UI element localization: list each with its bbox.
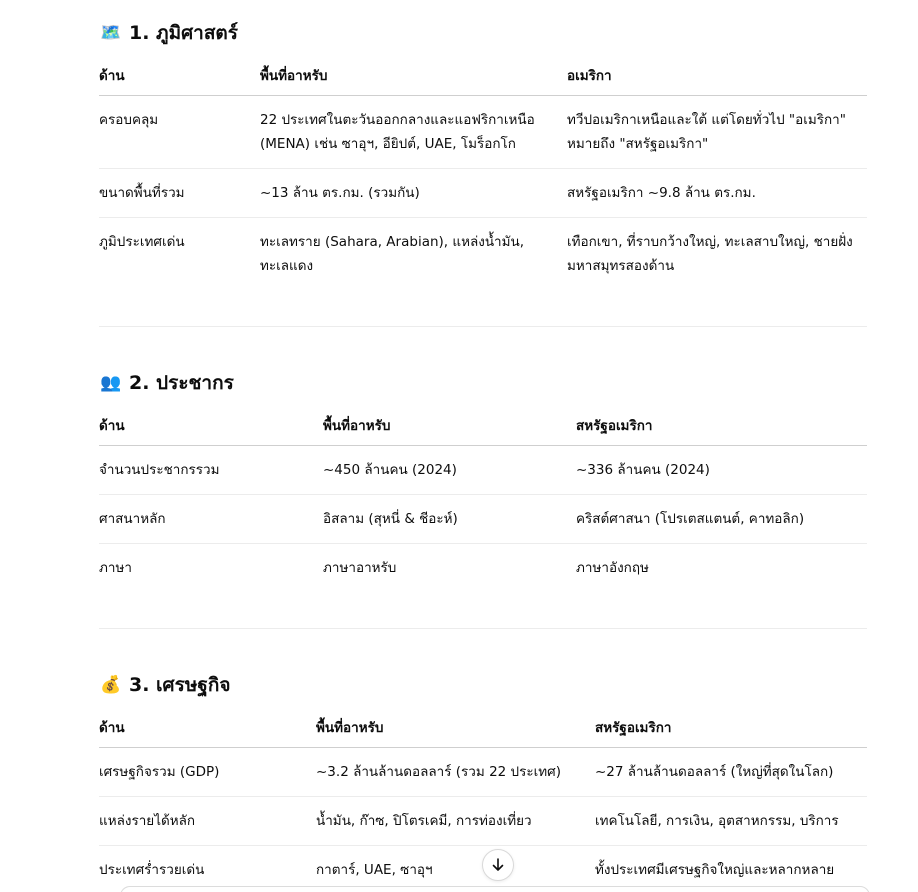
map-icon: 🗺️ bbox=[100, 23, 122, 43]
table-row bbox=[99, 495, 867, 544]
table-row bbox=[99, 797, 867, 846]
section-title-text: 1. ภูมิศาสตร์ bbox=[129, 22, 238, 44]
table-cell: จำนวนประชากรรวม bbox=[99, 446, 323, 495]
table-cell: ~27 ล้านล้านดอลลาร์ (ใหญ่ที่สุดในโลก) bbox=[595, 748, 867, 797]
section-geography bbox=[99, 18, 867, 290]
table-cell: เทือกเขา, ที่ราบกว้างใหญ่, ทะเลสาบใหญ่, ชายฝั่งมหาสมุทรสองด้าน bbox=[567, 234, 853, 274]
table-row bbox=[99, 446, 867, 495]
table-cell: ขนาดพื้นที่รวม bbox=[99, 169, 260, 218]
message-composer[interactable] bbox=[120, 886, 870, 892]
table-header: พื้นที่อาหรับ bbox=[323, 414, 576, 446]
table-cell: อิสลาม (สุหนี่ & ชีอะห์) bbox=[323, 495, 576, 544]
table-cell: เศรษฐกิจรวม (GDP) bbox=[99, 748, 316, 797]
table-header-row bbox=[99, 716, 867, 748]
section-title bbox=[99, 368, 867, 398]
section-title-text: 3. เศรษฐกิจ bbox=[129, 674, 231, 696]
comparison-table bbox=[99, 414, 867, 592]
table-row bbox=[99, 544, 867, 593]
table-cell: เทคโนโลยี, การเงิน, อุตสาหกรรม, บริการ bbox=[595, 797, 867, 846]
table-cell: ภาษาอังกฤษ bbox=[576, 560, 649, 576]
table-header-row bbox=[99, 64, 867, 96]
table-row bbox=[99, 169, 867, 218]
table-header: สหรัฐอเมริกา bbox=[595, 716, 867, 748]
table-cell: น้ำมัน, ก๊าซ, ปิโตรเคมี, การท่องเที่ยว bbox=[316, 797, 595, 846]
table-cell: ศาสนาหลัก bbox=[99, 495, 323, 544]
table-cell: แหล่งรายได้หลัก bbox=[99, 797, 316, 846]
section-title-text: 2. ประชากร bbox=[129, 372, 234, 394]
table-cell: ภาษา bbox=[99, 560, 132, 576]
table-row bbox=[99, 748, 867, 797]
table-header: พื้นที่อาหรับ bbox=[260, 64, 567, 96]
table-cell: ภาษาอาหรับ bbox=[323, 560, 397, 576]
table-row bbox=[99, 96, 867, 169]
people-icon: 👥 bbox=[100, 373, 122, 393]
table-header: สหรัฐอเมริกา bbox=[576, 414, 867, 446]
table-header: ด้าน bbox=[99, 64, 260, 96]
table-cell: ~3.2 ล้านล้านดอลลาร์ (รวม 22 ประเทศ) bbox=[316, 748, 595, 797]
section-divider bbox=[99, 326, 867, 327]
table-cell: ~13 ล้าน ตร.กม. (รวมกัน) bbox=[260, 169, 567, 218]
money-bag-icon: 💰 bbox=[100, 675, 122, 695]
table-cell: ภูมิประเทศเด่น bbox=[99, 234, 185, 250]
table-cell: คริสต์ศาสนา (โปรเตสแตนต์, คาทอลิก) bbox=[576, 495, 867, 544]
table-cell: ประเทศร่ำรวยเด่น bbox=[99, 862, 205, 878]
scroll-to-bottom-button[interactable] bbox=[482, 849, 514, 881]
table-row bbox=[99, 218, 867, 291]
table-header-row bbox=[99, 414, 867, 446]
section-title bbox=[99, 18, 867, 48]
table-cell: 22 ประเทศในตะวันออกกลางและแอฟริกาเหนือ (MENA) เช่น ซาอุฯ, อียิปต์, UAE, โมร็อกโก bbox=[260, 96, 567, 169]
section-title bbox=[99, 670, 867, 700]
table-cell: ทวีปอเมริกาเหนือและใต้ แต่โดยทั่วไป "อเมริกา" หมายถึง "สหรัฐอเมริกา" bbox=[567, 96, 867, 169]
table-cell: กาตาร์, UAE, ซาอุฯ bbox=[316, 862, 433, 878]
table-cell: สหรัฐอเมริกา ~9.8 ล้าน ตร.กม. bbox=[567, 169, 867, 218]
table-cell: ~450 ล้านคน (2024) bbox=[323, 446, 576, 495]
arrow-down-icon bbox=[490, 857, 506, 873]
table-header: ด้าน bbox=[99, 414, 323, 446]
table-header: ด้าน bbox=[99, 716, 316, 748]
table-header: พื้นที่อาหรับ bbox=[316, 716, 595, 748]
table-cell: ทะเลทราย (Sahara, Arabian), แหล่งน้ำมัน, ทะเลแดง bbox=[260, 234, 525, 274]
table-cell: ทั้งประเทศมีเศรษฐกิจใหญ่และหลากหลาย bbox=[595, 862, 835, 878]
table-header: อเมริกา bbox=[567, 64, 867, 96]
table-cell: ~336 ล้านคน (2024) bbox=[576, 446, 867, 495]
section-divider bbox=[99, 628, 867, 629]
comparison-table bbox=[99, 64, 867, 290]
section-population bbox=[99, 368, 867, 592]
table-cell: ครอบคลุม bbox=[99, 96, 260, 169]
